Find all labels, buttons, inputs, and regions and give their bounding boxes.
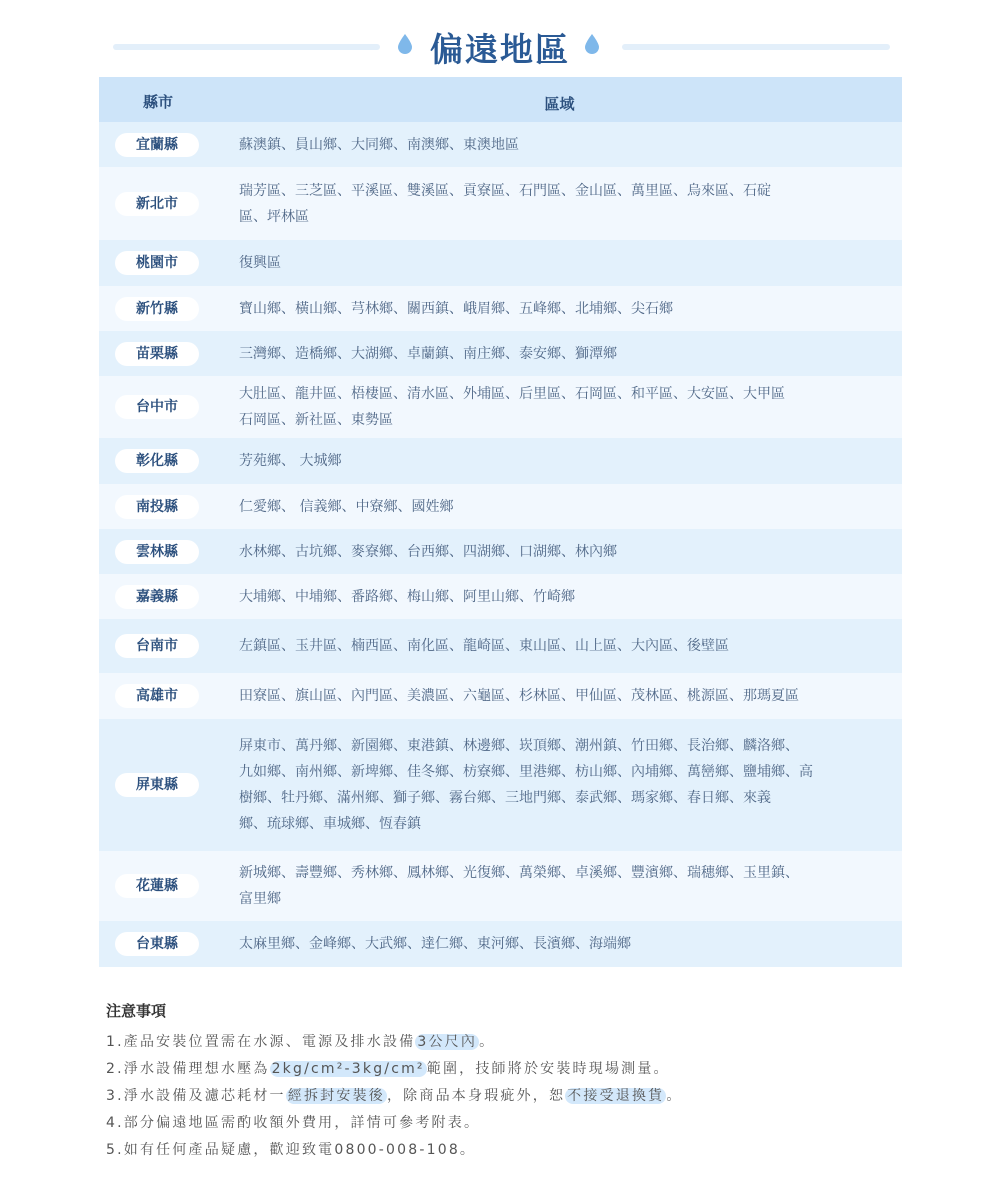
- area-line: 仁愛鄉、 信義鄉、中寮鄉、國姓鄉: [239, 499, 454, 515]
- county-label: 新北市: [115, 192, 199, 216]
- area-line: 區、坪林區: [239, 209, 309, 225]
- title-divider-right: [622, 44, 890, 50]
- area-list: [239, 132, 869, 158]
- area-line: 屏東市、萬丹鄉、新園鄉、東港鎮、林邊鄉、崁頂鄉、潮州鎮、竹田鄉、長治鄉、麟洛鄉、: [239, 738, 799, 754]
- area-list: [239, 633, 869, 659]
- area-line: 大肚區、龍井區、梧棲區、清水區、外埔區、后里區、石岡區、和平區、大安區、大甲區: [239, 386, 785, 402]
- note-text: 4.部分偏遠地區需酌收額外費用，詳情可參考附表。: [106, 1115, 481, 1131]
- note-text: ，除商品本身瑕疵外，恕: [386, 1088, 566, 1104]
- table-row: [99, 719, 902, 851]
- area-line: 蘇澳鎮、員山鄉、大同鄉、南澳鄉、東澳地區: [239, 137, 519, 153]
- area-line: 復興區: [239, 255, 281, 271]
- note-text: 。: [479, 1034, 496, 1050]
- area-line: 左鎮區、玉井區、楠西區、南化區、龍崎區、東山區、山上區、大內區、後壁區: [239, 638, 729, 654]
- county-label: 台東縣: [115, 932, 199, 956]
- county-label: 新竹縣: [115, 297, 199, 321]
- notes-section: [106, 1000, 886, 1164]
- table-row: [99, 167, 902, 240]
- area-line: 水林鄉、古坑鄉、麥寮鄉、台西鄉、四湖鄉、口湖鄉、林內鄉: [239, 544, 617, 560]
- page-title: 偏遠地區: [430, 30, 570, 69]
- note-text: 5.如有任何產品疑慮，歡迎致電0800-008-108。: [106, 1142, 477, 1158]
- note-text: 3.淨水設備及濾芯耗材一: [106, 1088, 286, 1104]
- area-column-header: 區域: [544, 95, 575, 113]
- area-line: 富里鄉: [239, 891, 281, 907]
- area-line: 九如鄉、南州鄉、新埤鄉、佳冬鄉、枋寮鄉、里港鄉、枋山鄉、內埔鄉、萬巒鄉、鹽埔鄉、高: [239, 764, 813, 780]
- area-list: [239, 683, 869, 709]
- area-list: [239, 381, 869, 433]
- county-label: 雲林縣: [115, 540, 199, 564]
- table-header: [99, 77, 902, 122]
- table-row: [99, 673, 902, 719]
- area-list: [239, 733, 869, 837]
- area-list: [239, 931, 869, 957]
- note-highlight: 2kg/cm²-3kg/cm²: [271, 1061, 425, 1077]
- note-highlight: 3公尺內: [417, 1034, 478, 1050]
- area-list: [239, 250, 869, 276]
- note-text: 。: [666, 1088, 683, 1104]
- county-label: 花蓮縣: [115, 874, 199, 898]
- area-list: [239, 494, 869, 520]
- table-row: [99, 484, 902, 529]
- table-row: [99, 851, 902, 921]
- note-item: [106, 1029, 886, 1056]
- area-line: 田寮區、旗山區、內門區、美濃區、六龜區、杉林區、甲仙區、茂林區、桃源區、那瑪夏區: [239, 688, 799, 704]
- county-label: 高雄市: [115, 684, 199, 708]
- area-line: 瑞芳區、三芝區、平溪區、雙溪區、貢寮區、石門區、金山區、萬里區、烏來區、石碇: [239, 183, 771, 199]
- table-row: [99, 240, 902, 286]
- table-row: [99, 921, 902, 967]
- note-text: 1.產品安裝位置需在水源、電源及排水設備: [106, 1034, 416, 1050]
- note-text: 2.淨水設備理想水壓為: [106, 1061, 270, 1077]
- area-line: 石岡區、新社區、東勢區: [239, 412, 393, 428]
- table-row: [99, 286, 902, 331]
- area-list: [239, 584, 869, 610]
- table-row: [99, 438, 902, 484]
- area-list: [239, 296, 869, 322]
- note-item: [106, 1137, 886, 1164]
- note-highlight: 經拆封安裝後: [287, 1088, 385, 1104]
- area-line: 三灣鄉、造橋鄉、大湖鄉、卓蘭鎮、南庄鄉、泰安鄉、獅潭鄉: [239, 346, 617, 362]
- title-divider-left: [113, 44, 380, 50]
- area-line: 芳苑鄉、 大城鄉: [239, 453, 342, 469]
- county-label: 宜蘭縣: [115, 133, 199, 157]
- title-bar: [0, 22, 1000, 74]
- table-row: [99, 619, 902, 673]
- table-row: [99, 574, 902, 619]
- county-column-header: 縣市: [142, 93, 173, 111]
- notes-title: 注意事項: [106, 1002, 167, 1020]
- table-body: [99, 122, 902, 967]
- table-row: [99, 529, 902, 574]
- area-list: [239, 539, 869, 565]
- note-item: [106, 1110, 886, 1137]
- area-list: [239, 860, 869, 912]
- county-label: 彰化縣: [115, 449, 199, 473]
- notes-list: [106, 1029, 886, 1164]
- area-list: [239, 341, 869, 367]
- county-label: 南投縣: [115, 495, 199, 519]
- area-line: 鄉、琉球鄉、車城鄉、恆春鎮: [239, 816, 421, 832]
- area-line: 大埔鄉、中埔鄉、番路鄉、梅山鄉、阿里山鄉、竹崎鄉: [239, 589, 575, 605]
- area-list: [239, 178, 869, 230]
- table-row: [99, 122, 902, 167]
- county-label: 桃園市: [115, 251, 199, 275]
- note-text: 範圍，技師將於安裝時現場測量。: [426, 1061, 670, 1077]
- water-drop-icon: [585, 34, 599, 54]
- area-line: 新城鄉、壽豐鄉、秀林鄉、鳳林鄉、光復鄉、萬榮鄉、卓溪鄉、豐濱鄉、瑞穗鄉、玉里鎮、: [239, 865, 799, 881]
- remote-areas-table: [99, 77, 902, 967]
- county-label: 苗栗縣: [115, 342, 199, 366]
- area-line: 太麻里鄉、金峰鄉、大武鄉、達仁鄉、東河鄉、長濱鄉、海端鄉: [239, 936, 631, 952]
- table-row: [99, 331, 902, 376]
- county-label: 嘉義縣: [115, 585, 199, 609]
- county-label: 台中市: [115, 395, 199, 419]
- water-drop-icon: [398, 34, 412, 54]
- area-line: 寶山鄉、橫山鄉、芎林鄉、關西鎮、峨眉鄉、五峰鄉、北埔鄉、尖石鄉: [239, 301, 673, 317]
- table-row: [99, 376, 902, 438]
- note-item: [106, 1056, 886, 1083]
- note-item: [106, 1083, 886, 1110]
- county-label: 台南市: [115, 634, 199, 658]
- area-list: [239, 448, 869, 474]
- note-highlight: 不接受退換貨: [567, 1088, 665, 1104]
- county-label: 屏東縣: [115, 773, 199, 797]
- area-line: 樹鄉、牡丹鄉、滿州鄉、獅子鄉、霧台鄉、三地門鄉、泰武鄉、瑪家鄉、春日鄉、來義: [239, 790, 771, 806]
